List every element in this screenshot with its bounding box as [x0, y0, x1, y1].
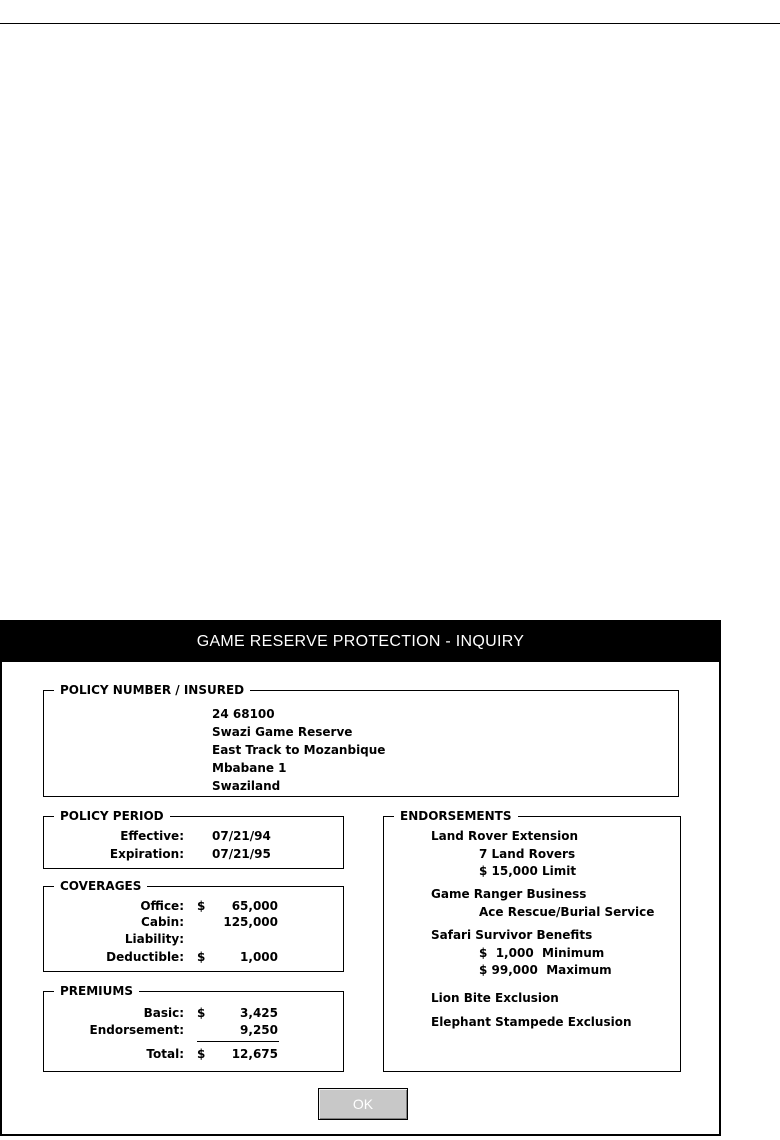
total-currency: $: [197, 1047, 206, 1061]
office-currency: $: [197, 899, 206, 913]
expiration-label: Expiration:: [109, 847, 184, 861]
endorsement-game-ranger: Game Ranger Business: [431, 887, 587, 901]
cabin-label: Cabin:: [141, 915, 184, 929]
endorsement-lion: Lion Bite Exclusion: [431, 991, 559, 1005]
endorsement-land-rover-count: 7 Land Rovers: [479, 847, 576, 861]
insured-country: Swaziland: [212, 779, 281, 793]
insured-address-line-2: Mbabane 1: [212, 761, 287, 775]
total-value: 12,675: [231, 1047, 278, 1061]
endorsement-elephant: Elephant Stampede Exclusion: [431, 1015, 632, 1029]
basic-currency: $: [197, 1006, 206, 1020]
policy-period-legend: POLICY PERIOD: [54, 808, 170, 824]
cabin-value: 125,000: [223, 915, 278, 929]
endorsement-land-rover: Land Rover Extension: [431, 829, 578, 843]
endorsements-legend: ENDORSEMENTS: [394, 808, 518, 824]
deductible-currency: $: [197, 950, 206, 964]
top-divider: [0, 23, 780, 24]
effective-label: Effective:: [120, 829, 184, 843]
premiums-legend: PREMIUMS: [54, 983, 139, 999]
liability-label: Liability:: [124, 932, 184, 946]
dialog-title: GAME RESERVE PROTECTION - INQUIRY: [2, 622, 719, 662]
basic-value: 3,425: [240, 1006, 278, 1020]
deductible-label: Deductible:: [106, 950, 184, 964]
insured-address-line-1: East Track to Mozanbique: [212, 743, 386, 757]
endorsement-land-rover-limit: $ 15,000 Limit: [479, 864, 577, 878]
total-label: Total:: [146, 1047, 184, 1061]
expiration-value: 07/21/95: [212, 847, 271, 861]
endorsement-value: 9,250: [240, 1023, 278, 1037]
basic-label: Basic:: [143, 1006, 184, 1020]
office-value: 65,000: [231, 899, 278, 913]
coverages-legend: COVERAGES: [54, 878, 147, 894]
endorsement-safari: Safari Survivor Benefits: [431, 928, 593, 942]
endorsement-safari-max: $ 99,000 Maximum: [479, 963, 612, 977]
endorsement-game-ranger-service: Ace Rescue/Burial Service: [479, 905, 655, 919]
effective-value: 07/21/94: [212, 829, 271, 843]
policy-number: 24 68100: [212, 707, 275, 721]
office-label: Office:: [140, 899, 184, 913]
ok-button[interactable]: OK: [318, 1088, 408, 1120]
premium-subtotal-rule: [197, 1041, 279, 1042]
policy-insured-legend: POLICY NUMBER / INSURED: [54, 682, 250, 698]
endorsement-label: Endorsement:: [89, 1023, 184, 1037]
deductible-value: 1,000: [240, 950, 278, 964]
insured-name: Swazi Game Reserve: [212, 725, 353, 739]
endorsement-safari-min: $ 1,000 Minimum: [479, 946, 605, 960]
